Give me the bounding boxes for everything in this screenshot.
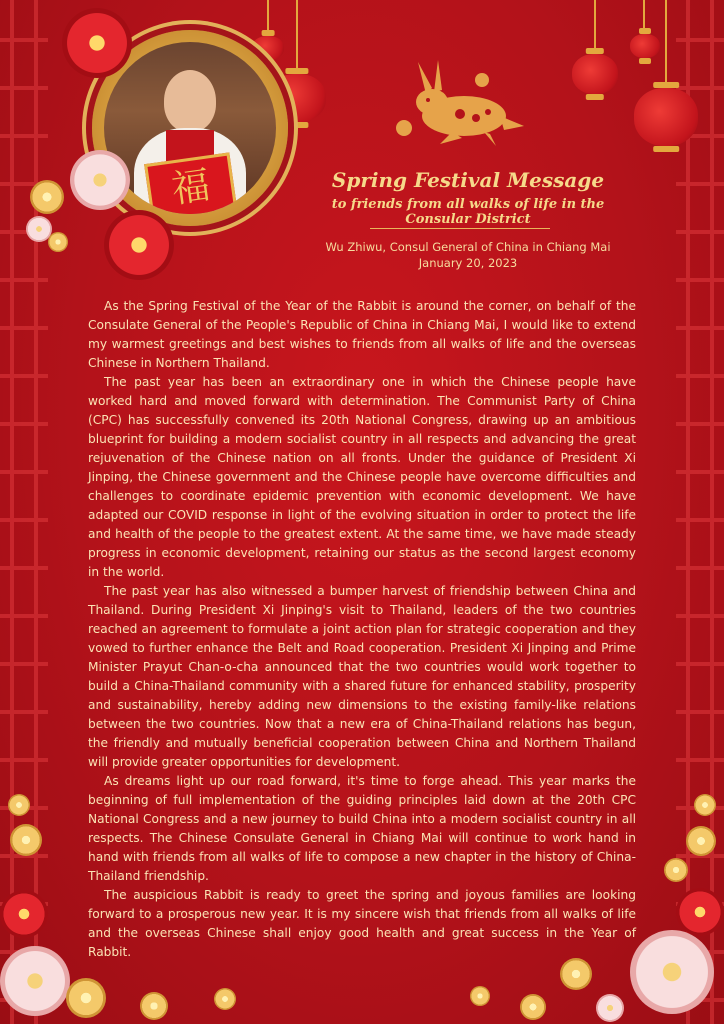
fu-character-badge: 福 [144,152,238,214]
body-paragraph: The auspicious Rabbit is ready to greet the spring and joyous families are looking forward to a prosperous new year. It is my sincere wish that friends from all walks of life and the overseas Chinese shall enjoy good health and great success in the Year of Rabbit. [88,888,636,959]
gold-blossom-icon [48,232,68,252]
gold-blossom-icon [214,988,236,1010]
peony-flower-icon [62,8,132,78]
gold-blossom-icon [66,978,106,1018]
lantern-string [296,0,298,74]
rabbit-papercut-icon [392,58,532,148]
author-line: Wu Zhiwu, Consul General of China in Chiang Mai [325,240,611,254]
gold-blossom-icon [694,794,716,816]
peony-flower-icon [676,888,724,936]
pink-blossom-icon [596,994,624,1022]
pink-flower-icon [0,946,70,1016]
peony-flower-icon [104,210,174,280]
gold-blossom-icon [10,824,42,856]
title-divider [370,228,550,229]
gold-blossom-icon [664,858,688,882]
gold-blossom-icon [8,794,30,816]
gold-blossom-icon [140,992,168,1020]
message-title: Spring Festival Message [331,168,605,192]
gold-blossom-icon [396,120,412,136]
lantern-small-icon [630,34,660,58]
body-paragraph: The past year has been an extraordinary one in which the Chinese people have worked hard and moved forward with determination. The Communist Party of China (CPC) has successfully convened its 20th National Congress, drawing up an ambitious blueprint for building a modern socialist country in all respects and advancing the great rejuvenation of the Chinese nation on all fronts. Under the guidance of President Xi Jinping, the Chinese government and the Chinese people have overcome difficulties and challenges to coordinate epidemic prevention with economic development. We have adapted our COVID response in light of the evolving situation in order to protect the life and health of the people to the greatest extent. At the same time, we have made steady progress in economic development, retaining our status as the second largest economy in the world. [88,375,636,579]
gold-blossom-icon [470,986,490,1006]
left-lattice-border [0,0,48,1024]
pink-flower-icon [630,930,714,1014]
gold-blossom-icon [686,826,716,856]
lantern-large-icon [634,88,698,146]
portrait-head [164,70,216,132]
lantern-string [665,0,667,88]
gold-blossom-icon [475,73,489,87]
message-date: January 20, 2023 [418,256,518,270]
gold-blossom-icon [30,180,64,214]
message-body [88,297,636,962]
body-paragraph: The past year has also witnessed a bumper harvest of friendship between China and Thailand. During President Xi Jinping's visit to Thailand, leaders of the two countries reached an agreement to formulate a joint action plan for strategic cooperation and they vowed to further enhance the Belt and Road cooperation. President Xi Jinping and Prime Minister Prayut Chan-o-cha announced that the two countries would work together to build a China-Thailand community with a shared future for enhanced stability, prosperity and sustainability, hereby adding new dimensions to the existing family-like relations between the two countries. Now that a new era of China-Thailand relations has begun, the friendly and mutually beneficial cooperation between China and Northern Thailand will provide greater opportunities for development. [88,584,636,769]
lantern-icon [572,54,618,94]
peony-flower-icon [0,890,48,938]
message-subtitle: to friends from all walks of life in the Consular District [331,197,605,227]
gold-blossom-icon [520,994,546,1020]
lantern-string [594,0,596,54]
body-paragraph: As dreams light up our road forward, it's time to forge ahead. This year marks the beginning of full implementation of the guiding principles laid down at the 20th CPC National Congress and a new journey to build China into a modern socialist country in all respects. The Chinese Consulate General in Chiang Mai will continue to work hand in hand with friends from all walks of life to compose a new chapter in the history of China-Thailand friendship. [88,774,636,883]
gold-blossom-icon [560,958,592,990]
consul-portrait-image [104,42,276,214]
pink-flower-icon [70,150,130,210]
body-paragraph: As the Spring Festival of the Year of the Rabbit is around the corner, on behalf of the Consulate General of the People's Republic of China in Chiang Mai, I would like to extend my warmest greetings and best wishes to friends from all walks of life and the overseas Chinese in Northern Thailand. [88,299,636,370]
